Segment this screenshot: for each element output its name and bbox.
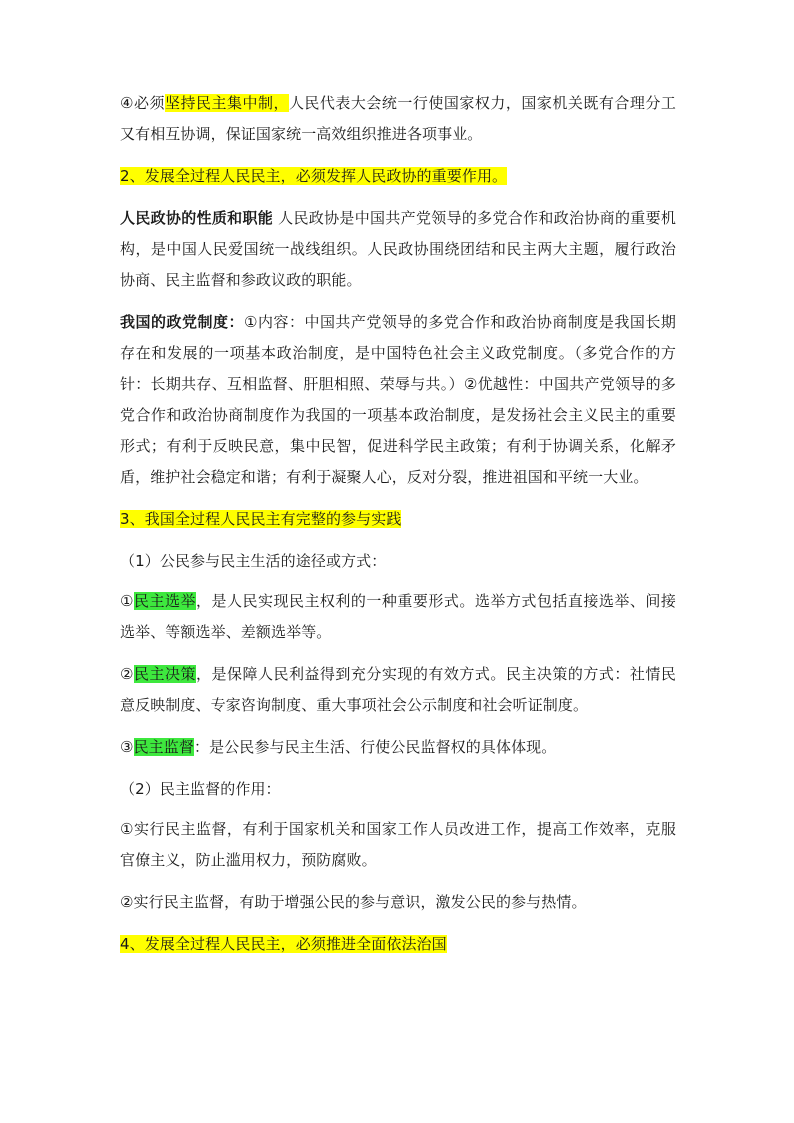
- item-supervision-role-1: ①实行民主监督，有利于国家机关和国家工作人员改进工作，提高工作效率，克服官僚主义，防止滥用权力，预防腐败。: [120, 820, 676, 869]
- item-democratic-election: ①民主选举，是人民实现民主权利的一种重要形式。选举方式包括直接选举、间接选举、等额选举、差额选举等。: [120, 592, 676, 641]
- document-page: [120, 88, 676, 971]
- paragraph-cppcc-nature: 人民政协的性质和职能 人民政协是中国共产党领导的多党合作和政治协商的重要机构，是中国人民爱国统一战线组织。人民政协围绕团结和民主两大主题，履行政治协商、民主监督和参政议政的职能。: [120, 209, 676, 289]
- highlight-democratic-supervision: 民主监督: [133, 738, 194, 756]
- bold-term-cppcc: 人民政协的性质和职能: [120, 209, 274, 227]
- highlight-democratic-centralism: 坚持民主集中制，: [164, 94, 289, 112]
- heading-2: 2、发展全过程人民民主，必须发挥人民政协的重要作用。: [120, 167, 508, 185]
- highlight-democratic-decision: 民主决策: [133, 665, 196, 683]
- item-democratic-supervision: ③民主监督：是公民参与民主生活、行使公民监督权的具体体现。: [120, 738, 557, 756]
- item-supervision-role-2: ②实行民主监督，有助于增强公民的参与意识，激发公民的参与热情。: [120, 893, 587, 911]
- item-democratic-decision: ②民主决策，是保障人民利益得到充分实现的有效方式。民主决策的方式：社情民意反映制度、专家咨询制度、重大事项社会公示制度和社会听证制度。: [120, 665, 676, 714]
- subheading-participation-ways: （1）公民参与民主生活的途径或方式：: [120, 552, 387, 570]
- heading-3: 3、我国全过程人民民主有完整的参与实践: [120, 510, 402, 528]
- paragraph-democratic-centralism: ④必须坚持民主集中制，人民代表大会统一行使国家权力，国家机关既有合理分工又有相互协调，保证国家统一高效组织推进各项事业。: [120, 94, 676, 143]
- paragraph-party-system: 我国的政党制度：①内容：中国共产党领导的多党合作和政治协商制度是我国长期存在和发展的一项基本政治制度，是中国特色社会主义政党制度。（多党合作的方针：长期共存、互相监督、肝胆相照、荣辱与共。）②优越性：中国共产党领导的多党合作和政治协商制度作为我国的一项基本政治制度，是发扬社会主义民主的重要形式；有利于反映民意，集中民智，促进科学民主政策；有利于协调关系，化解矛盾，维护社会稳定和谐；有利于凝聚人心，反对分裂，推进祖国和平统一大业。: [120, 313, 677, 486]
- subheading-supervision-role: （2）民主监督的作用：: [120, 780, 281, 798]
- heading-4: 4、发展全过程人民民主，必须推进全面依法治国: [120, 935, 447, 953]
- highlight-democratic-election: 民主选举: [133, 592, 196, 610]
- bold-term-party-system: 我国的政党制度：: [120, 313, 244, 331]
